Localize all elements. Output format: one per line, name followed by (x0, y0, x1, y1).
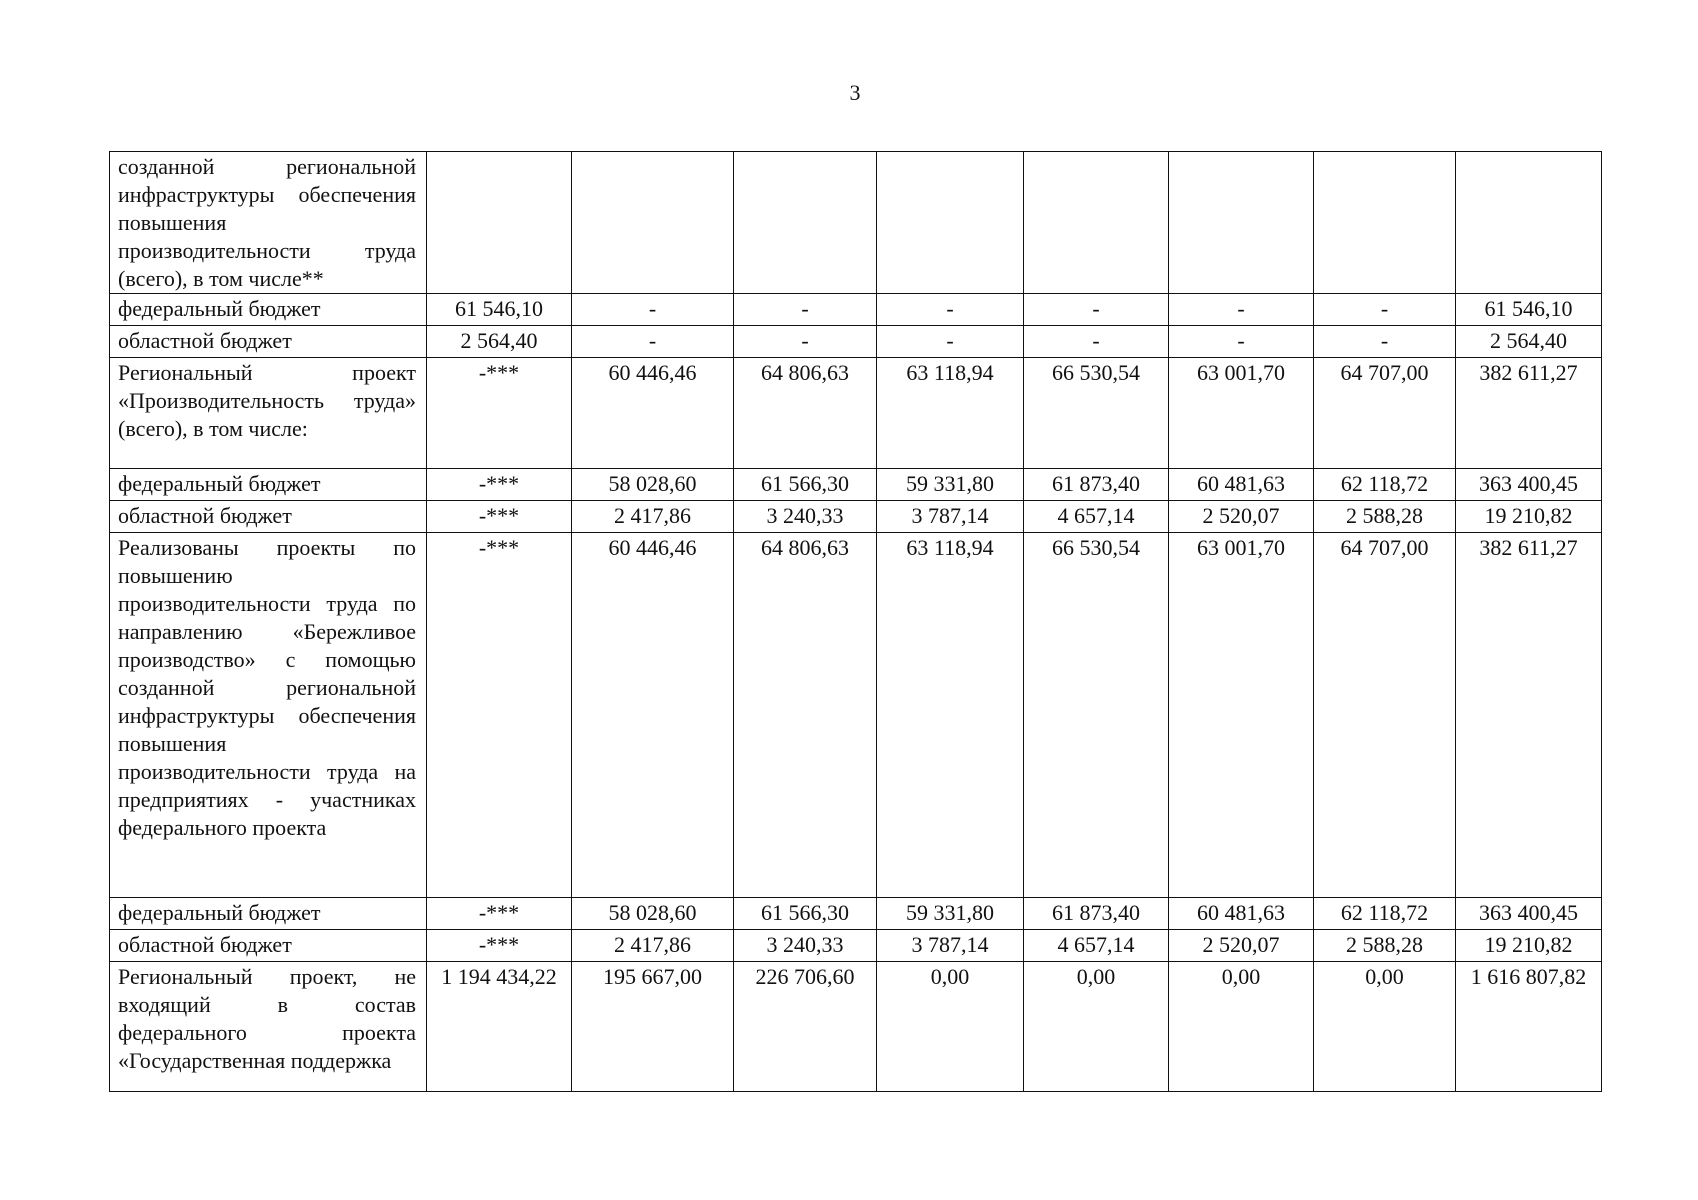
value-cell: 63 001,70 (1169, 358, 1314, 469)
value-cell: 2 417,86 (572, 930, 734, 962)
value-cell: 60 446,46 (572, 533, 734, 898)
value-cell: - (734, 294, 877, 326)
value-cell (427, 152, 572, 294)
row-label: Реализованы проекты по повышению производительности труда по направлению «Бережливое производство» с помощью созданной региональной инфраструктуры обеспечения повышения производительности труда на предприятиях - участниках федерального проекта (110, 533, 427, 898)
value-cell: 59 331,80 (877, 898, 1024, 930)
value-cell: - (1314, 326, 1456, 358)
value-cell: 61 566,30 (734, 898, 877, 930)
value-cell: - (1169, 326, 1314, 358)
row-label: созданной региональной инфраструктуры обеспечения повышения производительности труда (всего), в том числе** (110, 152, 427, 294)
value-cell: 61 873,40 (1024, 898, 1169, 930)
value-cell: 195 667,00 (572, 962, 734, 1092)
value-cell (1024, 152, 1169, 294)
table-row (110, 930, 1602, 962)
table-row (110, 358, 1602, 469)
row-label: федеральный бюджет (110, 898, 427, 930)
value-cell: 3 787,14 (877, 930, 1024, 962)
value-cell: -*** (427, 898, 572, 930)
value-cell: -*** (427, 358, 572, 469)
total-cell: 363 400,45 (1456, 469, 1602, 501)
value-cell: 64 707,00 (1314, 358, 1456, 469)
value-cell: 2 520,07 (1169, 501, 1314, 533)
value-cell: -*** (427, 469, 572, 501)
total-cell: 1 616 807,82 (1456, 962, 1602, 1092)
value-cell: - (734, 326, 877, 358)
value-cell: 66 530,54 (1024, 533, 1169, 898)
row-label: областной бюджет (110, 501, 427, 533)
value-cell: 62 118,72 (1314, 469, 1456, 501)
value-cell: 2 588,28 (1314, 930, 1456, 962)
value-cell (877, 152, 1024, 294)
value-cell: 2 520,07 (1169, 930, 1314, 962)
row-label: Региональный проект, не входящий в состав федерального проекта «Государственная поддержка (110, 962, 427, 1092)
value-cell: 63 118,94 (877, 358, 1024, 469)
total-cell: 19 210,82 (1456, 930, 1602, 962)
row-label: федеральный бюджет (110, 294, 427, 326)
total-cell: 363 400,45 (1456, 898, 1602, 930)
value-cell: 4 657,14 (1024, 930, 1169, 962)
value-cell: 63 118,94 (877, 533, 1024, 898)
value-cell: - (572, 326, 734, 358)
table-row (110, 533, 1602, 898)
row-label: федеральный бюджет (110, 469, 427, 501)
value-cell: 60 446,46 (572, 358, 734, 469)
value-cell: 3 240,33 (734, 930, 877, 962)
value-cell: -*** (427, 501, 572, 533)
value-cell: 61 546,10 (427, 294, 572, 326)
table-row (110, 469, 1602, 501)
value-cell: 63 001,70 (1169, 533, 1314, 898)
value-cell: 0,00 (877, 962, 1024, 1092)
value-cell: 66 530,54 (1024, 358, 1169, 469)
row-label: областной бюджет (110, 326, 427, 358)
value-cell: - (1024, 326, 1169, 358)
table-row (110, 898, 1602, 930)
row-label: областной бюджет (110, 930, 427, 962)
total-cell: 382 611,27 (1456, 533, 1602, 898)
value-cell: 2 417,86 (572, 501, 734, 533)
value-cell: 3 240,33 (734, 501, 877, 533)
value-cell: -*** (427, 533, 572, 898)
value-cell: 62 118,72 (1314, 898, 1456, 930)
value-cell: 3 787,14 (877, 501, 1024, 533)
total-cell (1456, 152, 1602, 294)
value-cell: 0,00 (1314, 962, 1456, 1092)
value-cell: 58 028,60 (572, 898, 734, 930)
value-cell: 64 806,63 (734, 358, 877, 469)
table-row (110, 962, 1602, 1092)
table-row (110, 501, 1602, 533)
value-cell: 64 806,63 (734, 533, 877, 898)
value-cell: - (877, 326, 1024, 358)
value-cell: 2 588,28 (1314, 501, 1456, 533)
total-cell: 19 210,82 (1456, 501, 1602, 533)
value-cell: 0,00 (1024, 962, 1169, 1092)
value-cell (1314, 152, 1456, 294)
value-cell (572, 152, 734, 294)
value-cell (1169, 152, 1314, 294)
budget-table (109, 151, 1602, 1092)
value-cell: 0,00 (1169, 962, 1314, 1092)
value-cell: 60 481,63 (1169, 469, 1314, 501)
value-cell: 64 707,00 (1314, 533, 1456, 898)
value-cell: - (1314, 294, 1456, 326)
value-cell: - (1024, 294, 1169, 326)
row-label: Региональный проект «Производительность труда» (всего), в том числе: (110, 358, 427, 469)
value-cell: 1 194 434,22 (427, 962, 572, 1092)
total-cell: 2 564,40 (1456, 326, 1602, 358)
page-number: 3 (849, 80, 861, 105)
value-cell: 2 564,40 (427, 326, 572, 358)
value-cell: 61 566,30 (734, 469, 877, 501)
value-cell (734, 152, 877, 294)
value-cell: 60 481,63 (1169, 898, 1314, 930)
value-cell: - (877, 294, 1024, 326)
value-cell: - (572, 294, 734, 326)
value-cell: 61 873,40 (1024, 469, 1169, 501)
value-cell: - (1169, 294, 1314, 326)
table-row (110, 152, 1602, 294)
value-cell: 59 331,80 (877, 469, 1024, 501)
value-cell: 226 706,60 (734, 962, 877, 1092)
value-cell: 4 657,14 (1024, 501, 1169, 533)
total-cell: 382 611,27 (1456, 358, 1602, 469)
total-cell: 61 546,10 (1456, 294, 1602, 326)
table-row (110, 326, 1602, 358)
value-cell: -*** (427, 930, 572, 962)
table-row (110, 294, 1602, 326)
value-cell: 58 028,60 (572, 469, 734, 501)
